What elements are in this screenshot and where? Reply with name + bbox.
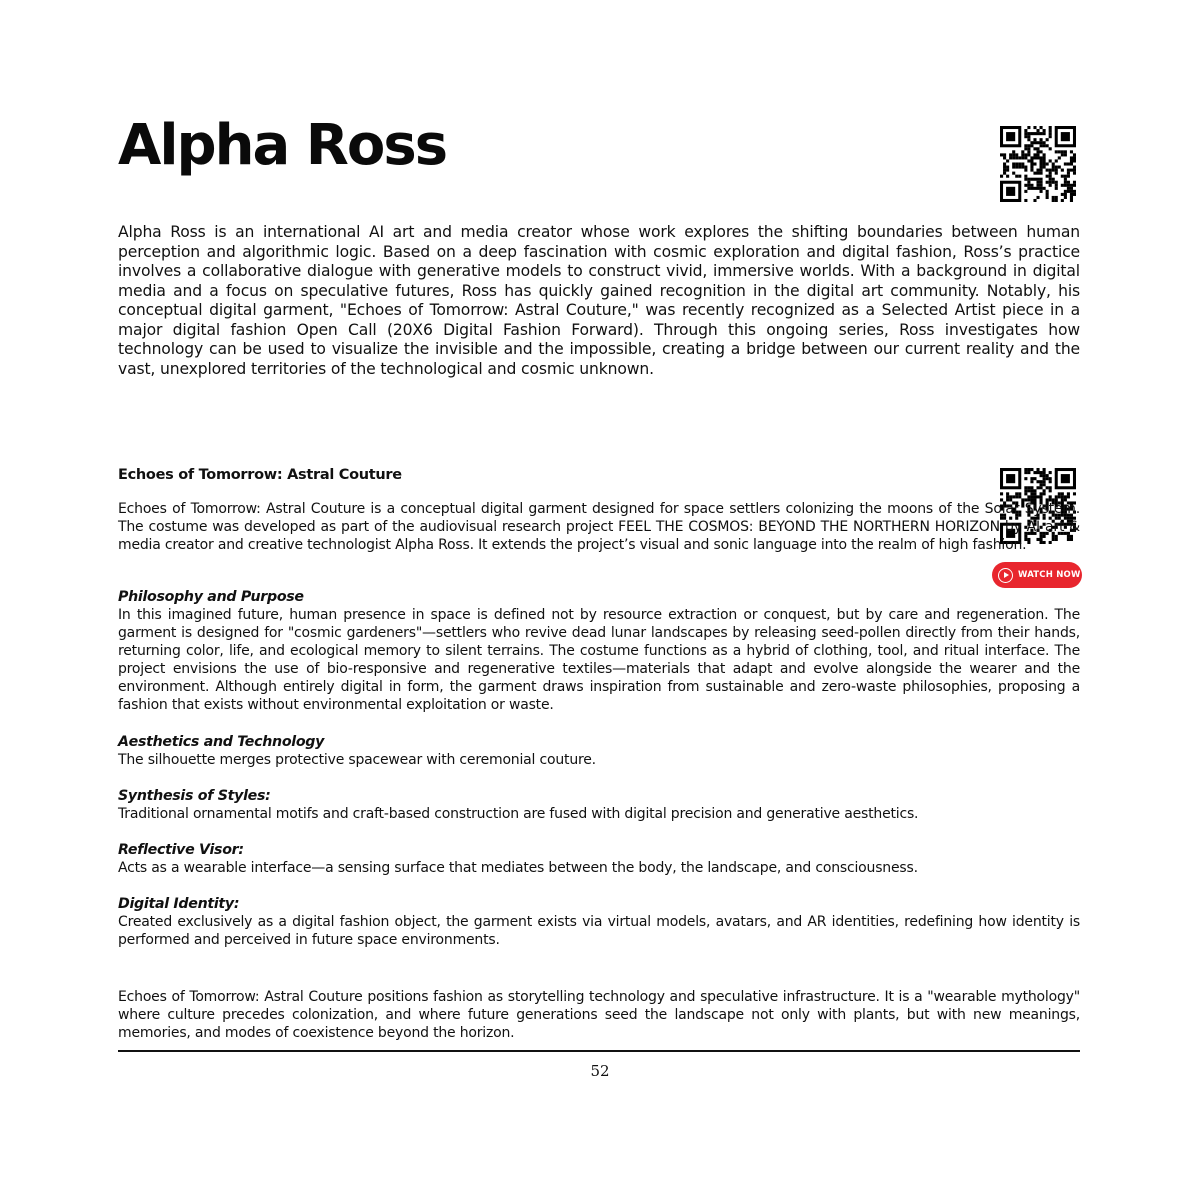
section-body: Created exclusively as a digital fashion object, the garment exists via virtual models, avatars, and AR identities, redefining how identity is performed and perceived in future space environments. [118,914,1080,948]
section-heading: Digital Identity: [118,896,240,912]
section-visor [118,841,1080,877]
footer-divider [118,1050,1080,1052]
section-philosophy [118,588,1080,714]
section-heading: Reflective Visor: [118,842,244,858]
section-body: The silhouette merges protective spacewear with ceremonial couture. [118,752,596,768]
section-body: Acts as a wearable interface—a sensing surface that mediates between the body, the landscape, and consciousness. [118,860,918,876]
closing-paragraph: Echoes of Tomorrow: Astral Couture positions fashion as storytelling technology and speculative infrastructure. It is a "wearable mythology" where culture precedes colonization, and where future generations seed the landscape not only with plants, but with new meanings, memories, and modes of coexistence beyond the horizon. [118,989,1080,1041]
section-heading: Philosophy and Purpose [118,589,304,605]
watch-now-button[interactable] [992,562,1082,588]
work-intro: Echoes of Tomorrow: Astral Couture is a conceptual digital garment designed for space settlers colonizing the moons of the Solar System. The costume was developed as part of the audiovisual research project FEEL THE COSMOS: BEYOND THE NORTHERN HORIZON by AI art & media creator and creative technologist Alpha Ross. It extends the project’s visual and sonic language into the realm of high fashion. [118,501,1080,553]
artist-qr-code-icon[interactable] [1000,126,1076,202]
section-body: In this imagined future, human presence in space is defined not by resource extraction or conquest, but by care and regeneration. The garment is designed for "cosmic gardeners"—settlers who revive dead lunar landscapes by releasing seed-pollen directly from their hands, returning color, life, and ecological memory to silent terrains. The costume functions as a hybrid of clothing, tool, and ritual interface. The project envisions the use of bio-responsive and regenerative textiles—materials that adapt and evolve alongside the wearer and the environment. Although entirely digital in form, the garment draws inspiration from sustainable and zero-waste philosophies, proposing a fashion that exists without environmental exploitation or waste. [118,607,1080,713]
section-heading: Aesthetics and Technology [118,734,325,750]
section-aesthetics [118,733,1080,769]
section-identity [118,895,1080,949]
watch-now-label: WATCH NOW [1018,570,1081,580]
artist-bio: Alpha Ross is an international AI art and media creator whose work explores the shifting boundaries between human perception and algorithmic logic. Based on a deep fascination with cosmic exploration and digital fashion, Ross’s practice involves a collaborative dialogue with generative models to construct vivid, immersive worlds. With a background in digital media and a focus on speculative futures, Ross has quickly gained recognition in the digital art community. Notably, his conceptual digital garment, "Echoes of Tomorrow: Astral Couture," was recently recognized as a Selected Artist piece in a major digital fashion Open Call (20X6 Digital Fashion Forward). Through this ongoing series, Ross investigates how technology can be used to visualize the invisible and the impossible, creating a bridge between our current reality and the vast, unexplored territories of the technological and cosmic unknown. [118,223,1080,378]
page-number: 52 [590,1062,610,1080]
page-title: Alpha Ross [118,113,447,178]
work-title: Echoes of Tomorrow: Astral Couture [118,467,402,483]
section-heading: Synthesis of Styles: [118,788,271,804]
section-synthesis [118,787,1080,823]
section-body: Traditional ornamental motifs and craft-based construction are fused with digital precision and generative aesthetics. [118,806,919,822]
play-icon [998,568,1013,583]
